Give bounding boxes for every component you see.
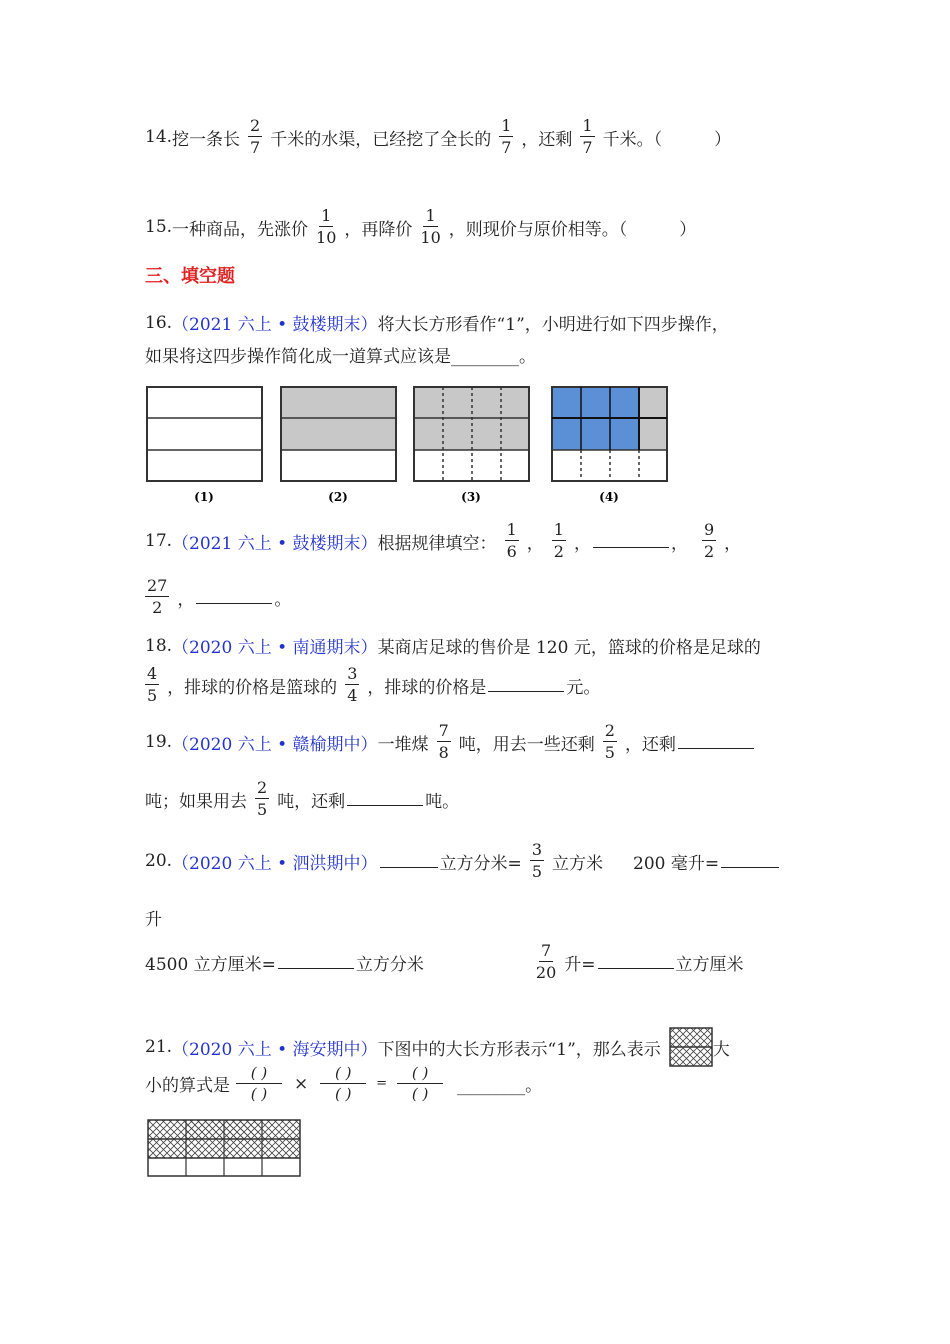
q21-equals: = [376,1076,388,1091]
label-2: (2) [328,490,348,504]
q15-number: 15. [145,217,173,237]
q16-source: （2021 六上 • 鼓楼期末） [172,315,378,335]
q18-source: （2020 六上 • 南通期末） [172,638,378,658]
q17-text-1: 根据规律填空： [377,533,497,554]
rect-step-3 [414,387,529,481]
q19-text-5: 吨，还剩 [277,791,346,812]
q21-small-hatched-icon [669,1027,713,1067]
q14-text-5: ） [714,129,732,150]
q20-source: （2020 六上 • 泗洪期中） [172,853,378,874]
q20-number: 20. [145,851,173,871]
q14-text-1: 挖一条长 [172,129,241,150]
q14-text-3: ，还剩 [521,129,573,150]
question-20-line-3 [145,943,744,981]
q17-end: 。 [274,589,292,610]
question-19-line-2 [145,780,459,818]
question-21-line-2 [145,1064,542,1103]
q20-blank-2[interactable] [721,866,779,868]
q21-text-2: 大 [712,1039,730,1060]
q18-fraction-1: $\frac{4}{5}$ [147,664,158,705]
q19-fraction-2: $\frac{2}{5}$ [604,721,615,762]
question-17-line-2 [145,578,291,616]
q19-blank-2[interactable] [347,804,423,806]
q17-comma: ， [526,533,544,554]
q19-number: 19. [145,732,173,752]
q15-text-3: ，则现价与原价相等。（ [448,219,628,240]
q14-number: 14. [145,127,173,147]
q16-figure [140,380,680,510]
q20-blank-3[interactable] [278,967,354,969]
question-15 [145,208,696,246]
q19-fraction-3: $\frac{2}{5}$ [257,778,268,819]
q21-end: ________。 [457,1076,543,1096]
q19-text-1: 一堆煤 [377,734,429,755]
q16-number: 16. [145,312,173,333]
q17-comma: ， [573,533,591,554]
q21-times: × [294,1073,309,1094]
q18-blank[interactable] [488,690,564,692]
label-4: (4) [599,490,619,504]
q14-fraction-2: $\frac{1}{7}$ [501,116,512,157]
q19-text-4: 吨；如果用去 [145,791,247,812]
question-18-line-2 [145,666,600,704]
q18-number: 18. [145,635,173,656]
q21-text-1: 下图中的大长方形表示“1”，那么表示 [377,1039,661,1060]
q19-source: （2020 六上 • 赣榆期中） [172,734,378,755]
q19-text-2: 吨，用去一些还剩 [458,734,595,755]
q21-placeholder-fraction-2[interactable]: ( ) ( ) [320,1064,366,1103]
q17-fraction-2: $\frac{1}{2}$ [553,520,564,561]
q17-fraction-3: $\frac{9}{2}$ [703,520,715,561]
question-19-line-1 [145,723,756,761]
q17-number: 17. [145,531,173,551]
question-16-line-1 [145,310,729,335]
q20-fraction-2: $\frac{7}{20}$ [535,941,557,982]
q14-text-4: 千米。（ [602,129,663,150]
q21-number: 21. [145,1037,173,1057]
q19-fraction-1: $\frac{7}{8}$ [438,721,449,762]
q17-source: （2021 六上 • 鼓楼期末） [172,533,378,554]
q19-blank-1[interactable] [678,747,754,749]
q18-text-2: ，排球的价格是篮球的 [167,677,338,698]
q20-text-3: 200 毫升= [633,853,720,874]
label-1: (1) [194,490,214,504]
q17-blank-2[interactable] [196,602,272,604]
q17-fraction-1: $\frac{1}{6}$ [506,520,517,561]
q20-text-7: 升= [564,954,596,975]
q20-text-4: 升 [145,910,162,930]
q17-comma: ， [670,533,688,554]
q14-fraction-3: $\frac{1}{7}$ [582,116,593,157]
rect-step-1 [147,387,262,481]
question-20-line-2 [145,905,162,930]
q20-text-8: 立方厘米 [675,954,744,975]
q17-fraction-4: $\frac{27}{2}$ [147,576,168,617]
q16-text-1: 将大长方形看作“1”，小明进行如下四步操作， [377,315,729,335]
q15-text-1: 一种商品，先涨价 [172,219,309,240]
q18-text-4: 元。 [566,677,601,698]
q19-text-3: ，还剩 [624,734,676,755]
q17-comma: ， [724,533,742,554]
label-3: (3) [461,490,481,504]
question-18-line-1 [145,633,761,658]
q14-text-2: 千米的水渠，已经挖了全长的 [270,129,492,150]
q15-fraction-2: $\frac{1}{10}$ [420,206,441,247]
q18-text-1: 某商店足球的售价是 120 元，篮球的价格是足球的 [377,638,761,658]
q18-fraction-2: $\frac{3}{4}$ [347,664,358,705]
rect-step-4 [552,387,667,481]
q21-placeholder-fraction-3[interactable]: ( ) ( ) [397,1064,443,1103]
question-16-line-2 [145,342,536,367]
q20-fraction-1: $\frac{3}{5}$ [531,840,542,881]
question-14 [145,118,731,156]
q20-blank-4[interactable] [598,967,674,969]
q20-text-2: 立方米 [552,853,603,874]
q18-text-3: ，排球的价格是 [367,677,487,698]
q21-placeholder-fraction-1[interactable]: ( ) ( ) [236,1064,282,1103]
q21-figure [146,1118,304,1180]
q20-blank-1[interactable] [380,866,438,868]
q20-text-5: 4500 立方厘米= [145,954,276,975]
q21-source: （2020 六上 • 海安期中） [172,1039,378,1060]
q14-fraction-1: $\frac{2}{7}$ [250,116,261,157]
section-title: 三、填空题 [145,266,235,287]
q15-text-2: ，再降价 [344,219,413,240]
question-20-line-1 [145,842,781,880]
q20-text-1: 立方分米= [439,853,522,874]
q19-text-6: 吨。 [425,791,460,812]
q15-fraction-1: $\frac{1}{10}$ [316,206,337,247]
rect-step-2 [281,387,396,481]
question-21-line-1 [145,1027,730,1067]
q17-comma: ， [177,589,195,610]
q20-text-6: 立方分米 [355,954,424,975]
q15-text-4: ） [679,219,697,240]
q17-blank-1[interactable] [593,546,669,548]
q21-text-3: 小的算式是 [145,1076,230,1096]
question-17-line-1 [145,522,741,560]
q16-text-2: 如果将这四步操作简化成一道算式应该是________。 [145,347,536,367]
